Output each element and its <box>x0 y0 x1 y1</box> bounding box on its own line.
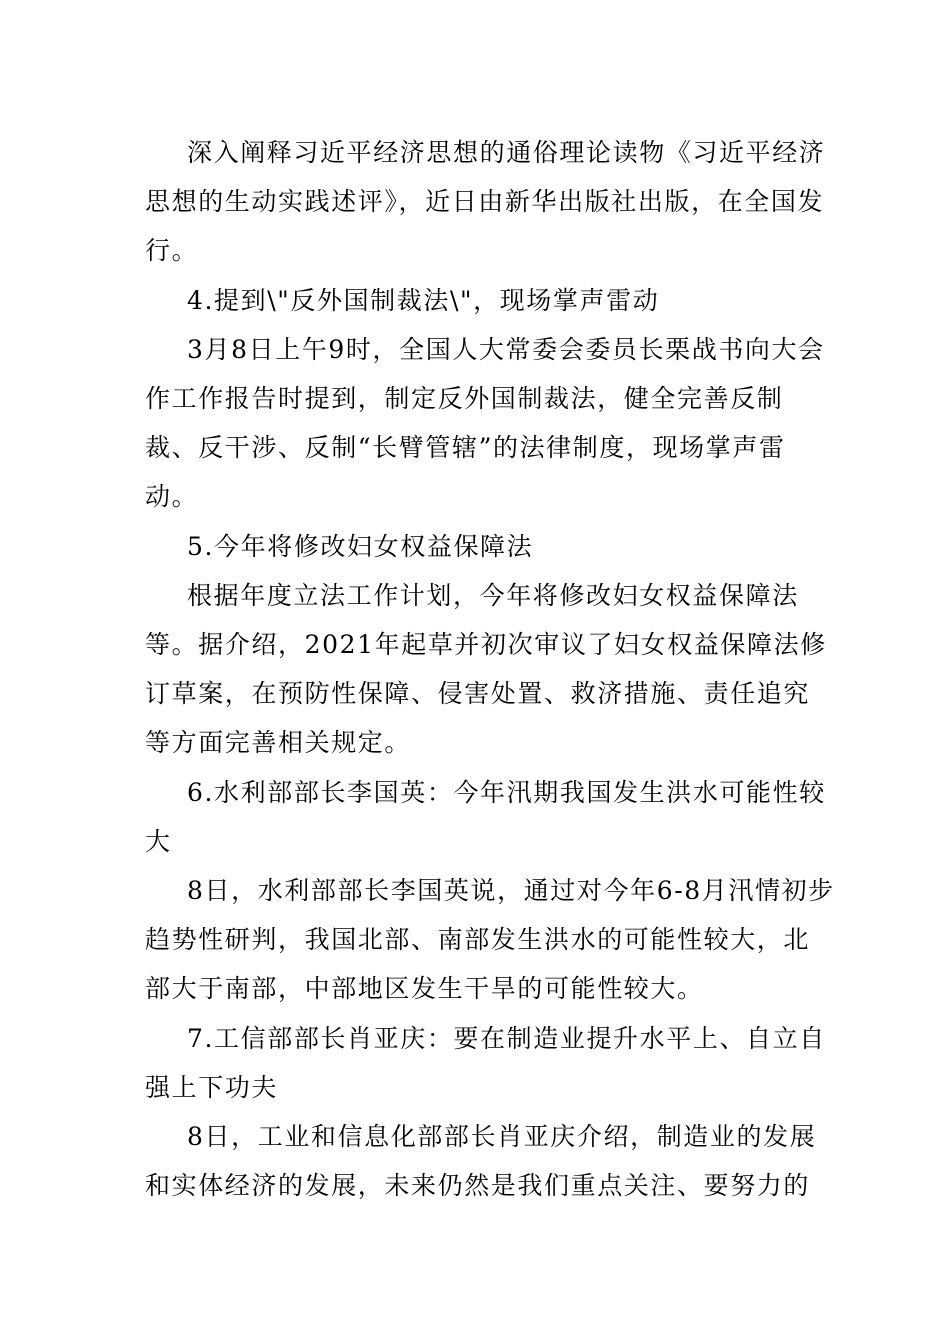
paragraph-item-7: 8日，工业和信息化部部长肖亚庆介绍，制造业的发展和实体经济的发展，未来仍然是我们重点关注、要努力的 <box>145 1122 817 1201</box>
heading-item-4: 4.提到\"反外国制裁法\"，现场掌声雷动 <box>187 285 660 315</box>
paragraph-item-5: 根据年度立法工作计划，今年将修改妇女权益保障法等。据介绍，2021年起草并初次审议了妇女权益保障法修订草案，在预防性保障、侵害处置、救济措施、责任追究等方面完善相关规定。 <box>145 580 827 758</box>
heading-item-7: 7.工信部部长肖亚庆：要在制造业提升水平上、自立自强上下功夫 <box>145 1023 826 1102</box>
heading-item-5: 5.今年将修改妇女权益保障法 <box>187 531 534 561</box>
paragraph-item-6: 8日，水利部部长李国英说，通过对今年6-8月汛情初步趋势性研判，我国北部、南部发生洪水的可能性较大，北部大于南部，中部地区发生干旱的可能性较大。 <box>145 876 835 1004</box>
paragraph-item-4: 3月8日上午9时，全国人大常委会委员长栗战书向大会作工作报告时提到，制定反外国制裁法，健全完善反制裁、反干涉、反制“长臂管辖”的法律制度，现场掌声雷动。 <box>145 334 825 512</box>
document-body <box>145 128 835 1210</box>
heading-item-6: 6.水利部部长李国英：今年汛期我国发生洪水可能性较大 <box>145 777 826 856</box>
paragraph-intro: 深入阐释习近平经济思想的通俗理论读物《习近平经济思想的生动实践述评》，近日由新华出版社出版，在全国发行。 <box>145 138 826 266</box>
